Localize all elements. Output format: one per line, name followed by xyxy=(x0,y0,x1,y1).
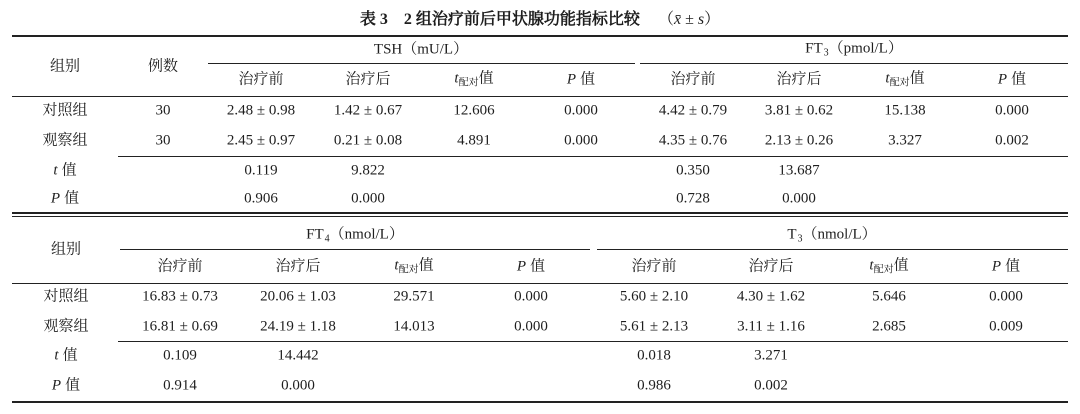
ft3-before-header: 治疗前 xyxy=(670,71,716,88)
table-cell: 0.986 xyxy=(637,377,671,394)
mean-symbol: x̄ xyxy=(673,11,682,28)
ft3-after-header: 治疗后 xyxy=(776,71,822,88)
table-cell: 0.000 xyxy=(514,288,548,305)
table-cell: 14.013 xyxy=(393,318,435,334)
table-cell: 0.350 xyxy=(676,162,710,178)
table-row xyxy=(0,312,1080,341)
table-cell: 29.571 xyxy=(393,288,435,305)
table-cell: 0.109 xyxy=(163,347,197,364)
stat-open: （ xyxy=(657,11,674,28)
ft4-panel-header: $FT_4(nmol/L)$ xyxy=(306,226,404,245)
table-cell: 3.81 ± 0.62 xyxy=(764,102,834,119)
table2-header-row-1 xyxy=(0,222,1080,250)
stat-close: ） xyxy=(704,11,721,28)
tsh-panel-header: TSH（mU/L） xyxy=(373,41,469,58)
group-label: 观察组 xyxy=(42,132,88,148)
table-cell: 12.606 xyxy=(453,102,495,119)
table-cell: 15.138 xyxy=(884,102,926,119)
ft3-panel-header: $FT_3(pmol/L)$ xyxy=(805,40,903,59)
tsh-t-paired-header: $t_{配对}$值 xyxy=(454,70,494,89)
table-cell: 0.119 xyxy=(244,162,278,178)
table-cell: 2.13 ± 0.26 xyxy=(764,132,834,148)
p-value-row xyxy=(0,371,1080,401)
table-cell: 20.06 ± 1.03 xyxy=(260,288,336,305)
table-cell: 0.000 xyxy=(564,102,598,119)
table-cell: 1.42 ± 0.67 xyxy=(333,102,403,119)
table-caption xyxy=(0,6,1080,29)
table-cell: 0.000 xyxy=(989,288,1023,305)
table-cell: 16.83 ± 0.73 xyxy=(142,288,218,305)
table2-group-header: 组别 xyxy=(50,241,82,258)
ft4-p-header: P 值 xyxy=(516,258,546,274)
table-cell: 14.442 xyxy=(277,347,319,364)
table-cell: 0.000 xyxy=(564,132,598,148)
table-cell: 2.685 xyxy=(872,318,906,334)
count-cell: 30 xyxy=(155,132,171,148)
table-cell: 0.018 xyxy=(637,347,671,364)
table-cell: 24.19 ± 1.18 xyxy=(260,318,336,334)
table-cell: 2.48 ± 0.98 xyxy=(226,102,296,119)
ft4-after-header: 治疗后 xyxy=(275,258,321,274)
caption-text: 2 组治疗前后甲状腺功能指标比较 xyxy=(403,11,640,28)
group-label: 观察组 xyxy=(43,318,89,334)
table1-group-header: 组别 xyxy=(49,58,81,74)
table-cell: 0.009 xyxy=(989,318,1023,334)
table-cell: 3.11 ± 1.16 xyxy=(737,318,805,334)
group-label: 对照组 xyxy=(43,288,89,305)
p-value-label: P 值 xyxy=(51,377,81,394)
p-value-row xyxy=(0,185,1080,213)
t3-panel-header: $T_3(nmol/L)$ xyxy=(787,226,877,245)
ft4-before-header: 治疗前 xyxy=(157,258,203,274)
table1-header-row-1 xyxy=(0,37,1080,63)
count-cell: 30 xyxy=(155,102,171,119)
caption-statistic xyxy=(658,11,720,28)
table-row xyxy=(0,283,1080,311)
table-cell: 0.000 xyxy=(281,377,315,394)
t3-p-header: P 值 xyxy=(991,258,1021,274)
table-cell: 0.906 xyxy=(244,190,278,207)
table1-header-row-2 xyxy=(0,64,1080,96)
ft3-p-header: P 值 xyxy=(997,71,1027,88)
table-cell: 3.271 xyxy=(754,347,788,364)
table-cell: 5.646 xyxy=(872,288,906,305)
table-cell: 0.21 ± 0.08 xyxy=(333,132,403,148)
t-value-row xyxy=(0,342,1080,370)
ft3-t-paired-header: $t_{配对}$值 xyxy=(885,70,925,89)
table-cell: 0.000 xyxy=(514,318,548,334)
t-value-label: t 值 xyxy=(53,162,77,178)
table-cell: 0.000 xyxy=(351,190,385,207)
table-cell: 4.30 ± 1.62 xyxy=(736,288,806,305)
tsh-before-header: 治疗前 xyxy=(238,71,284,88)
t3-t-paired-header: $t_{配对}$值 xyxy=(869,257,909,275)
ft4-t-paired-header: $t_{配对}$值 xyxy=(394,257,434,275)
table-cell: 5.60 ± 2.10 xyxy=(619,288,689,305)
table-cell: 4.891 xyxy=(457,132,491,148)
table-cell: 0.000 xyxy=(995,102,1029,119)
table-cell: 0.000 xyxy=(782,190,816,207)
table-cell: 3.327 xyxy=(888,132,922,148)
table-cell: 0.728 xyxy=(676,190,710,207)
plus-minus: ± xyxy=(681,11,698,28)
table-cell: 13.687 xyxy=(778,162,820,178)
table-cell: 16.81 ± 0.69 xyxy=(142,318,218,334)
tsh-after-header: 治疗后 xyxy=(345,71,391,88)
caption-label: 表 3 xyxy=(359,11,388,28)
tsh-p-header: P 值 xyxy=(566,71,596,88)
table-cell: 0.002 xyxy=(754,377,788,394)
table-cell: 0.914 xyxy=(163,377,197,394)
table2-bottom-rule xyxy=(12,401,1068,403)
sd-symbol: s xyxy=(697,11,705,28)
table-cell: 9.822 xyxy=(351,162,385,178)
t3-after-header: 治疗后 xyxy=(748,258,794,274)
t3-before-header: 治疗前 xyxy=(631,258,677,274)
table-cell: 4.35 ± 0.76 xyxy=(658,132,728,148)
table-row xyxy=(0,126,1080,155)
table-row xyxy=(0,97,1080,125)
table1-count-header: 例数 xyxy=(147,58,179,74)
t-value-label: t 值 xyxy=(54,347,78,364)
table2-header-row-2 xyxy=(0,250,1080,283)
table-cell: 2.45 ± 0.97 xyxy=(226,132,296,148)
table-cell: 0.002 xyxy=(995,132,1029,148)
p-value-label: P 值 xyxy=(50,190,80,207)
table-cell: 5.61 ± 2.13 xyxy=(619,318,689,334)
group-label: 对照组 xyxy=(42,102,88,119)
t-value-row xyxy=(0,157,1080,184)
table-cell: 4.42 ± 0.79 xyxy=(658,102,728,119)
